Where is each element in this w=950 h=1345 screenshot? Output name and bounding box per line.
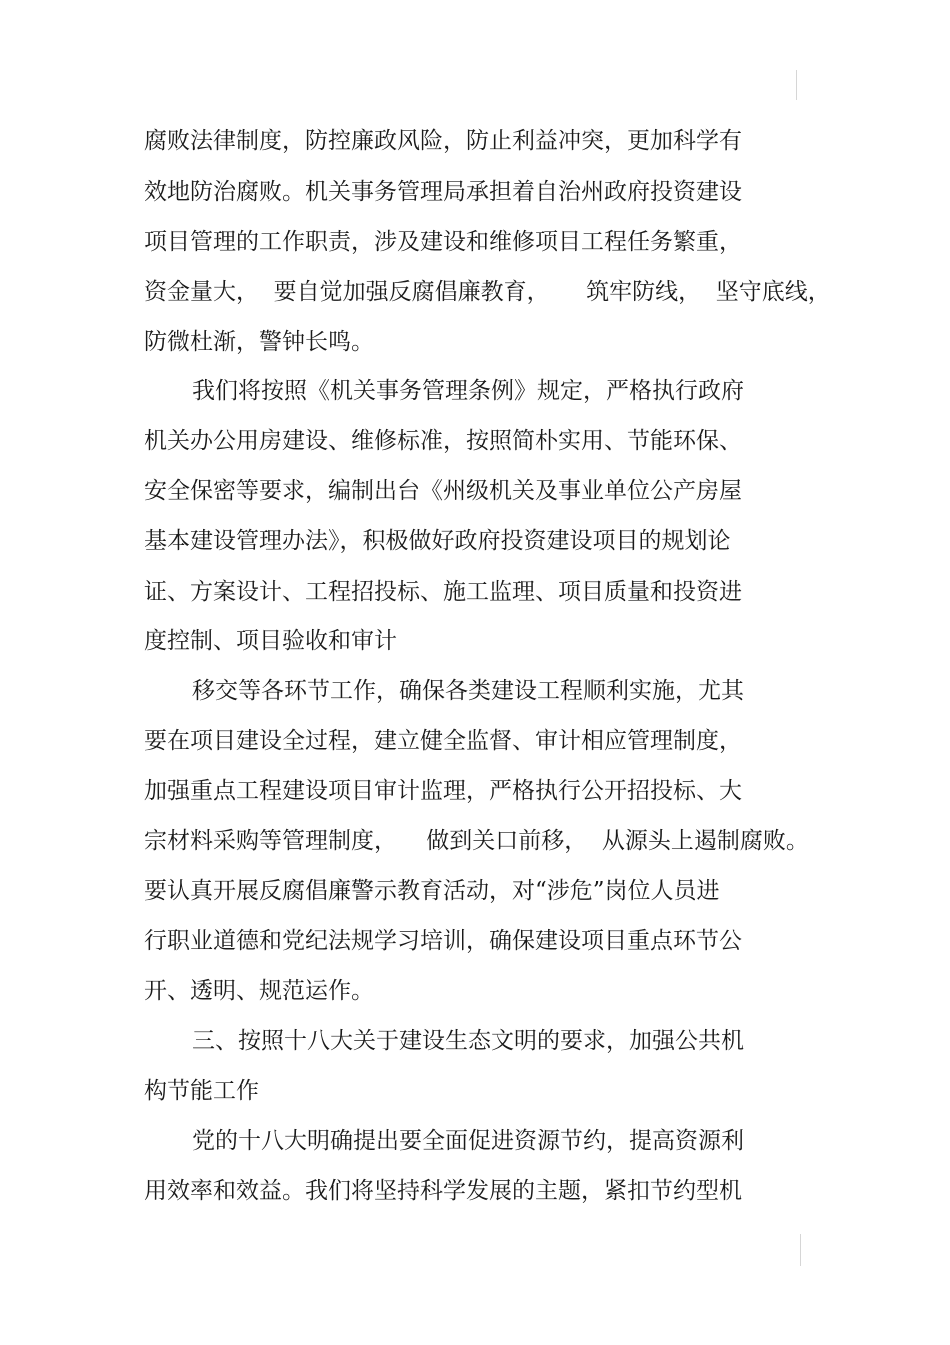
text-line: 度控制、项目验收和审计 <box>144 628 397 654</box>
text-line: 安全保密等要求，编制出台《州级机关及事业单位公产房屋 <box>144 478 742 504</box>
text-line: 要在项目建设全过程，建立健全监督、审计相应管理制度， <box>144 728 742 754</box>
section-heading-line: 构节能工作 <box>144 1078 259 1104</box>
page-edge-mark-bottom <box>800 1234 801 1266</box>
paragraph-start-line: 我们将按照《机关事务管理条例》规定，严格执行政府 <box>192 378 744 404</box>
text-line: 防微杜渐，警钟长鸣。 <box>144 329 374 355</box>
page-edge-mark-top <box>796 70 797 100</box>
text-line: 宗材料采购等管理制度， 做到关口前移， 从源头上遏制腐败。 <box>144 828 809 854</box>
text-line: 要认真开展反腐倡廉警示教育活动，对“涉危”岗位人员进 <box>144 878 720 904</box>
text-line: 机关办公用房建设、维修标准，按照简朴实用、节能环保、 <box>144 428 742 454</box>
text-line: 证、方案设计、工程招投标、施工监理、项目质量和投资进 <box>144 579 742 605</box>
paragraph-start-line: 党的十八大明确提出要全面促进资源节约，提高资源利 <box>192 1128 744 1154</box>
text-line: 加强重点工程建设项目审计监理，严格执行公开招投标、大 <box>144 778 742 804</box>
text-line: 开、透明、规范运作。 <box>144 978 374 1004</box>
text-line: 行职业道德和党纪法规学习培训，确保建设项目重点环节公 <box>144 928 742 954</box>
text-line: 效地防治腐败。机关事务管理局承担着自治州政府投资建设 <box>144 179 742 205</box>
paragraph-start-line: 移交等各环节工作，确保各类建设工程顺利实施，尤其 <box>192 678 744 704</box>
text-line: 基本建设管理办法》，积极做好政府投资建设项目的规划论 <box>144 528 731 554</box>
text-line: 腐败法律制度，防控廉政风险，防止利益冲突，更加科学有 <box>144 128 742 154</box>
section-heading-line: 三、按照十八大关于建设生态文明的要求，加强公共机 <box>192 1028 744 1054</box>
text-line: 资金量大， 要自觉加强反腐倡廉教育， 筑牢防线， 坚守底线， <box>144 279 831 305</box>
text-line: 项目管理的工作职责，涉及建设和维修项目工程任务繁重， <box>144 229 742 255</box>
text-line: 用效率和效益。我们将坚持科学发展的主题，紧扣节约型机 <box>144 1178 742 1204</box>
